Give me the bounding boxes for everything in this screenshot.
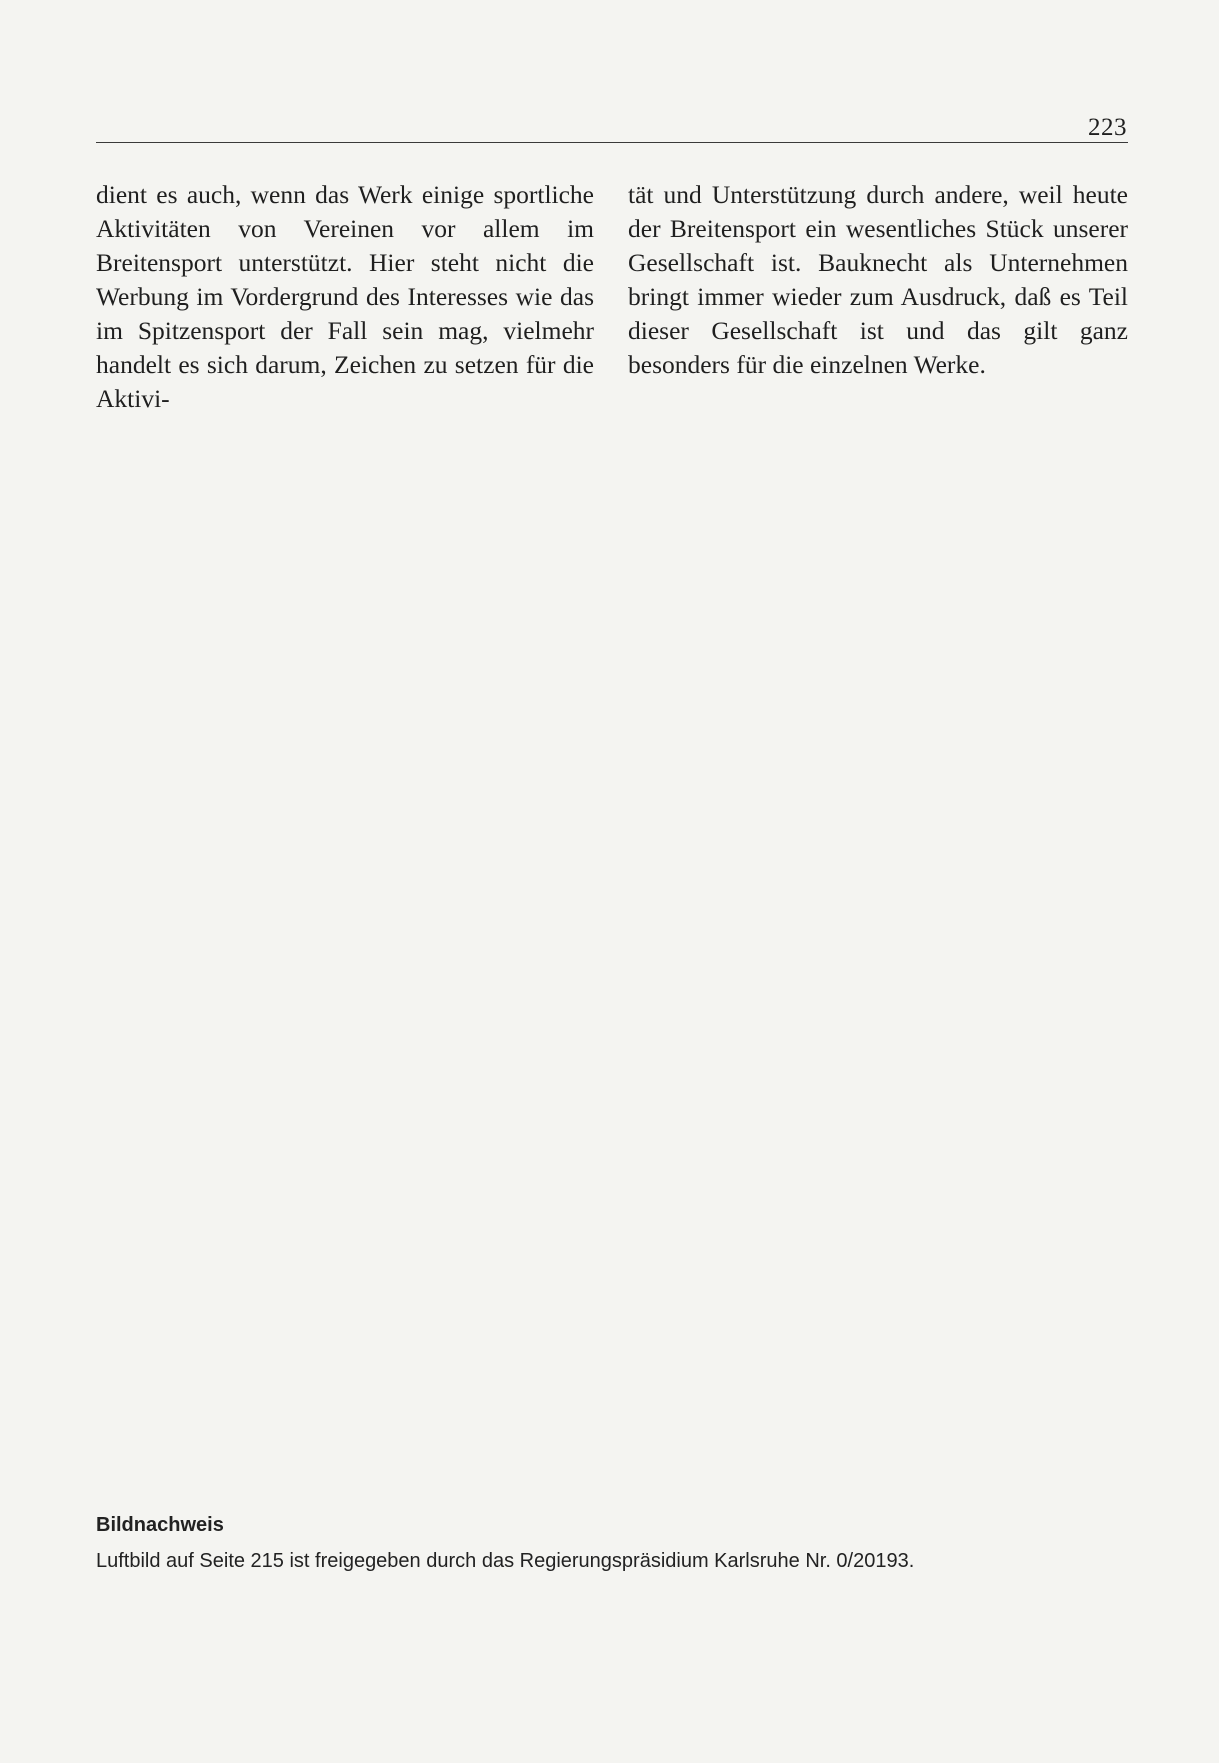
image-credits-heading: Bildnachweis	[96, 1514, 224, 1536]
header-rule	[96, 142, 1128, 143]
image-credits-section	[96, 1510, 1128, 1576]
page-number: 223	[1088, 114, 1127, 141]
body-text-left-column: dient es auch, wenn das Werk einige sportliche Aktivitäten von Vereinen vor allem im Breitensport unterstützt. Hier steht nicht die Werbung im Vordergrund des Interesses wie das im Spitzensport der Fall sein mag, vielmehr handelt es sich darum, Zeichen zu setzen für die Aktivi-	[96, 180, 594, 413]
image-credits-text: Luftbild auf Seite 215 ist freigegeben durch das Regierungspräsidium Karlsruhe Nr. 0/20193.	[96, 1550, 915, 1572]
body-text-right-column: tät und Unterstützung durch andere, weil heute der Breitensport ein wesentliches Stück unserer Gesellschaft ist. Bauknecht als Unternehmen bringt immer wieder zum Ausdruck, daß es Teil dieser Gesellschaft ist und das gilt ganz besonders für die einzelnen Werke.	[628, 180, 1128, 379]
